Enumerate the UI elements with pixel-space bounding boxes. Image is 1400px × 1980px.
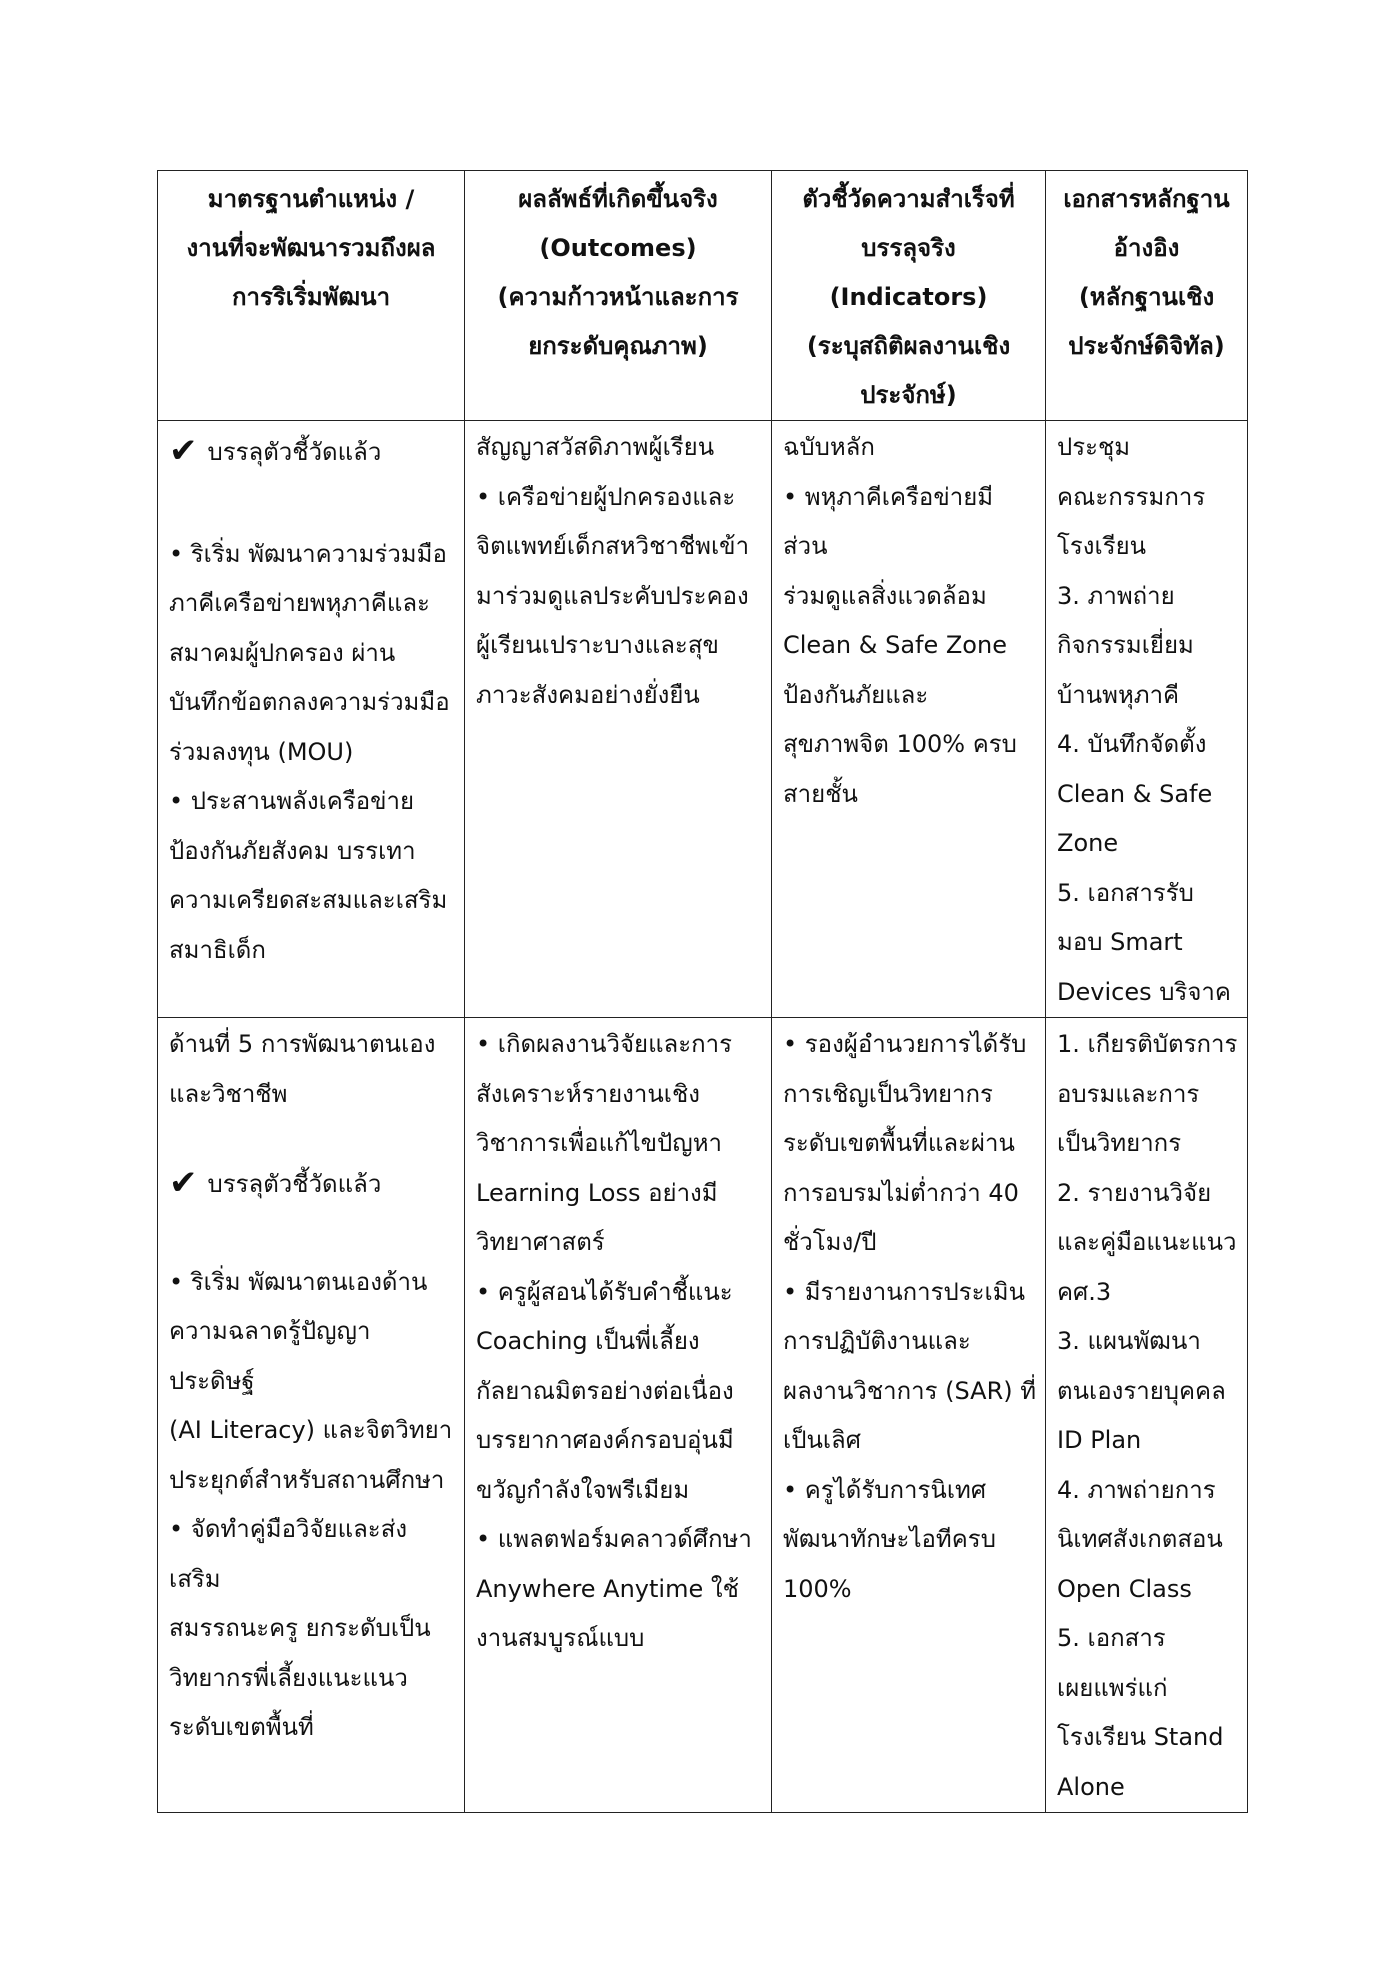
header-position-standard bbox=[158, 171, 465, 421]
header-line: การริเริ่มพัฒนา bbox=[231, 283, 391, 311]
text-line: ป้องกันภัยสังคม บรรเทา bbox=[169, 836, 416, 865]
text-line: สายชั้น bbox=[783, 779, 858, 808]
spacer bbox=[169, 478, 456, 530]
text-line: โรงเรียน Stand bbox=[1057, 1723, 1224, 1751]
text-line: 2. รายงานวิจัย bbox=[1057, 1178, 1212, 1207]
text-line: อบรมและการ bbox=[1057, 1079, 1200, 1108]
text-line: การเชิญเป็นวิทยากร bbox=[783, 1079, 993, 1108]
text-line: 3. ภาพถ่าย bbox=[1057, 581, 1175, 610]
text-line: • จัดทำคู่มือวิจัยและส่งเสริม bbox=[169, 1515, 408, 1593]
header-line: ประจักษ์) bbox=[860, 381, 957, 409]
header-line: (หลักฐานเชิง bbox=[1078, 283, 1215, 311]
header-line: ยกระดับคุณภาพ) bbox=[528, 332, 708, 360]
header-line: (Outcomes) bbox=[539, 234, 697, 262]
text-line: ขวัญกำลังใจพรีเมียม bbox=[476, 1475, 690, 1504]
text-line: งานสมบูรณ์แบบ bbox=[476, 1624, 645, 1652]
text-line: โรงเรียน bbox=[1057, 532, 1147, 560]
row2-area-title bbox=[169, 1020, 456, 1119]
text-line: ระดับเขตพื้นที่ bbox=[169, 1713, 314, 1741]
row1-standard-text bbox=[169, 530, 456, 976]
row1-outcomes-text bbox=[476, 423, 763, 720]
text-line: สัญญาสวัสดิภาพผู้เรียน bbox=[476, 433, 715, 461]
text-line: • ริเริ่ม พัฒนาตนเองด้าน bbox=[169, 1267, 428, 1296]
text-line: เป็นวิทยากร bbox=[1057, 1129, 1182, 1157]
text-line: 4. บันทึกจัดตั้ง bbox=[1057, 730, 1207, 758]
text-line: ประยุกต์สำหรับสถานศึกษา bbox=[169, 1465, 445, 1494]
text-line: ร่วมดูแลสิ่งแวดล้อม bbox=[783, 581, 987, 610]
text-line: ประชุม bbox=[1057, 433, 1131, 461]
text-line: ป้องกันภัยและ bbox=[783, 680, 929, 709]
header-line: (ระบุสถิติผลงานเชิง bbox=[806, 332, 1011, 360]
row2-standard-cell bbox=[158, 1018, 465, 1813]
checkmark-icon: ✔ bbox=[169, 1163, 198, 1203]
text-line: (AI Literacy) และจิตวิทยา bbox=[169, 1416, 453, 1444]
text-line: • ประสานพลังเครือข่าย bbox=[169, 787, 415, 815]
header-line: อ้างอิง bbox=[1113, 234, 1180, 262]
row2-evidence-cell bbox=[1046, 1018, 1248, 1813]
text-line: คศ.3 bbox=[1057, 1277, 1112, 1306]
text-line: 5. เอกสาร bbox=[1057, 1624, 1166, 1652]
row1-standard-cell bbox=[158, 421, 465, 1018]
header-line: มาตรฐานตำแหน่ง / bbox=[207, 185, 415, 213]
achieved-label: บรรลุตัวชี้วัดแล้ว bbox=[207, 438, 382, 466]
text-line: และวิชาชีพ bbox=[169, 1079, 288, 1108]
text-line: 100% bbox=[783, 1574, 852, 1603]
text-line: บ้านพหุภาคี bbox=[1057, 680, 1180, 709]
header-line: บรรลุจริง (Indicators) bbox=[829, 234, 988, 311]
text-line: และคู่มือแนะแนว bbox=[1057, 1228, 1237, 1256]
header-line: ประจักษ์ดิจิทัล) bbox=[1068, 332, 1225, 360]
table-row bbox=[158, 421, 1248, 1018]
text-line: • ครูผู้สอนได้รับคำชี้แนะ bbox=[476, 1277, 733, 1306]
row2-indicators-cell bbox=[772, 1018, 1046, 1813]
header-line: ตัวชี้วัดความสำเร็จที่ bbox=[802, 185, 1015, 213]
text-line: พัฒนาทักษะไอทีครบ bbox=[783, 1525, 996, 1553]
spacer bbox=[169, 1210, 456, 1258]
text-line: • เครือข่ายผู้ปกครองและ bbox=[476, 482, 736, 511]
spacer bbox=[169, 1119, 456, 1159]
text-line: Learning Loss อย่างมี bbox=[476, 1178, 718, 1207]
text-line: วิทยาศาสตร์ bbox=[476, 1228, 605, 1256]
text-line: • พหุภาคีเครือข่ายมีส่วน bbox=[783, 482, 994, 560]
text-line: วิทยากรพี่เลี้ยงแนะแนว bbox=[169, 1663, 408, 1692]
text-line: คณะกรรมการ bbox=[1057, 482, 1206, 511]
text-line: ชั่วโมง/ปี bbox=[783, 1228, 877, 1256]
text-line: Open Class bbox=[1057, 1574, 1192, 1603]
row1-evidence-text bbox=[1057, 423, 1239, 1017]
text-line: • ริเริ่ม พัฒนาความร่วมมือ bbox=[169, 539, 447, 568]
text-line: Alone bbox=[1057, 1772, 1125, 1801]
text-line: ร่วมลงทุน (MOU) bbox=[169, 737, 354, 766]
text-line: เป็นเลิศ bbox=[783, 1426, 861, 1454]
text-line: ด้านที่ 5 การพัฒนาตนเอง bbox=[169, 1030, 436, 1058]
text-line: Coaching เป็นพี่เลี้ยง bbox=[476, 1327, 700, 1355]
text-line: Devices บริจาค bbox=[1057, 977, 1231, 1006]
row2-evidence-text bbox=[1057, 1020, 1239, 1812]
text-line: • เกิดผลงานวิจัยและการ bbox=[476, 1030, 733, 1058]
row2-outcomes-text bbox=[476, 1020, 763, 1664]
row1-indicators-text bbox=[783, 423, 1037, 819]
row2-outcomes-cell bbox=[465, 1018, 772, 1813]
table-row bbox=[158, 1018, 1248, 1813]
text-line: ระดับเขตพื้นที่และผ่าน bbox=[783, 1129, 1015, 1157]
achieved-status bbox=[169, 1159, 456, 1210]
text-line: นิเทศสังเกตสอน bbox=[1057, 1525, 1223, 1553]
text-line: มอบ Smart bbox=[1057, 928, 1183, 956]
text-line: 4. ภาพถ่ายการ bbox=[1057, 1475, 1216, 1504]
header-line: ผลลัพธ์ที่เกิดขึ้นจริง bbox=[518, 185, 718, 213]
text-line: การอบรมไม่ต่ำกว่า 40 bbox=[783, 1178, 1019, 1207]
achieved-status bbox=[169, 427, 456, 478]
text-line: สมาธิเด็ก bbox=[169, 935, 266, 964]
text-line: • รองผู้อำนวยการได้รับ bbox=[783, 1030, 1027, 1058]
text-line: กัลยาณมิตรอย่างต่อเนื่อง bbox=[476, 1376, 734, 1405]
text-line: ภาวะสังคมอย่างยั่งยืน bbox=[476, 680, 700, 709]
text-line: • แพลตฟอร์มคลาวด์ศึกษา bbox=[476, 1525, 752, 1553]
text-line: มาร่วมดูแลประคับประคอง bbox=[476, 581, 749, 610]
text-line: • มีรายงานการประเมิน bbox=[783, 1277, 1025, 1306]
text-line: 5. เอกสารรับ bbox=[1057, 878, 1194, 907]
text-line: เผยแพร่แก่ bbox=[1057, 1673, 1168, 1702]
table-header-row bbox=[158, 171, 1248, 421]
text-line: ฉบับหลัก bbox=[783, 433, 875, 461]
text-line: ความเครียดสะสมและเสริม bbox=[169, 886, 448, 914]
text-line: สุขภาพจิต 100% ครบ bbox=[783, 730, 1017, 758]
standards-table bbox=[157, 170, 1248, 1813]
text-line: วิชาการเพื่อแก้ไขปัญหา bbox=[476, 1129, 723, 1157]
checkmark-icon: ✔ bbox=[169, 431, 198, 471]
text-line: • ครูได้รับการนิเทศ bbox=[783, 1475, 987, 1504]
text-line: ผู้เรียนเปราะบางและสุข bbox=[476, 631, 719, 659]
text-line: จิตแพทย์เด็กสหวิชาชีพเข้า bbox=[476, 532, 750, 560]
text-line: ภาคีเครือข่ายพหุภาคีและ bbox=[169, 589, 430, 617]
text-line: บรรยากาศองค์กรอบอุ่นมี bbox=[476, 1426, 734, 1454]
row1-outcomes-cell bbox=[465, 421, 772, 1018]
text-line: Anywhere Anytime ใช้ bbox=[476, 1574, 739, 1603]
text-line: สมาคมผู้ปกครอง ผ่าน bbox=[169, 638, 396, 667]
text-line: กิจกรรมเยี่ยม bbox=[1057, 631, 1194, 659]
text-line: สมรรถนะครู ยกระดับเป็น bbox=[169, 1614, 431, 1642]
row2-indicators-text bbox=[783, 1020, 1037, 1614]
text-line: ผลงานวิชาการ (SAR) ที่ bbox=[783, 1376, 1037, 1405]
text-line: สังเคราะห์รายงานเชิง bbox=[476, 1079, 700, 1108]
header-line: งานที่จะพัฒนารวมถึงผล bbox=[186, 234, 436, 262]
text-line: Clean & Safe Zone bbox=[783, 631, 1007, 659]
text-line: ความฉลาดรู้ปัญญาประดิษฐ์ bbox=[169, 1317, 371, 1395]
text-line: บันทึกข้อตกลงความร่วมมือ bbox=[169, 688, 450, 716]
achieved-label: บรรลุตัวชี้วัดแล้ว bbox=[207, 1170, 382, 1198]
text-line: ตนเองรายบุคคล bbox=[1057, 1376, 1226, 1405]
text-line: ID Plan bbox=[1057, 1426, 1142, 1454]
text-line: Zone bbox=[1057, 829, 1119, 857]
row1-evidence-cell bbox=[1046, 421, 1248, 1018]
text-line: 3. แผนพัฒนา bbox=[1057, 1327, 1201, 1355]
row1-indicators-cell bbox=[772, 421, 1046, 1018]
header-indicators bbox=[772, 171, 1046, 421]
header-line: เอกสารหลักฐาน bbox=[1063, 185, 1230, 213]
row2-standard-text bbox=[169, 1258, 456, 1753]
text-line: การปฏิบัติงานและ bbox=[783, 1327, 971, 1355]
header-outcomes bbox=[465, 171, 772, 421]
text-line: 1. เกียรติบัตรการ bbox=[1057, 1030, 1238, 1058]
text-line: Clean & Safe bbox=[1057, 779, 1213, 808]
header-line: (ความก้าวหน้าและการ bbox=[497, 283, 739, 311]
header-evidence bbox=[1046, 171, 1248, 421]
